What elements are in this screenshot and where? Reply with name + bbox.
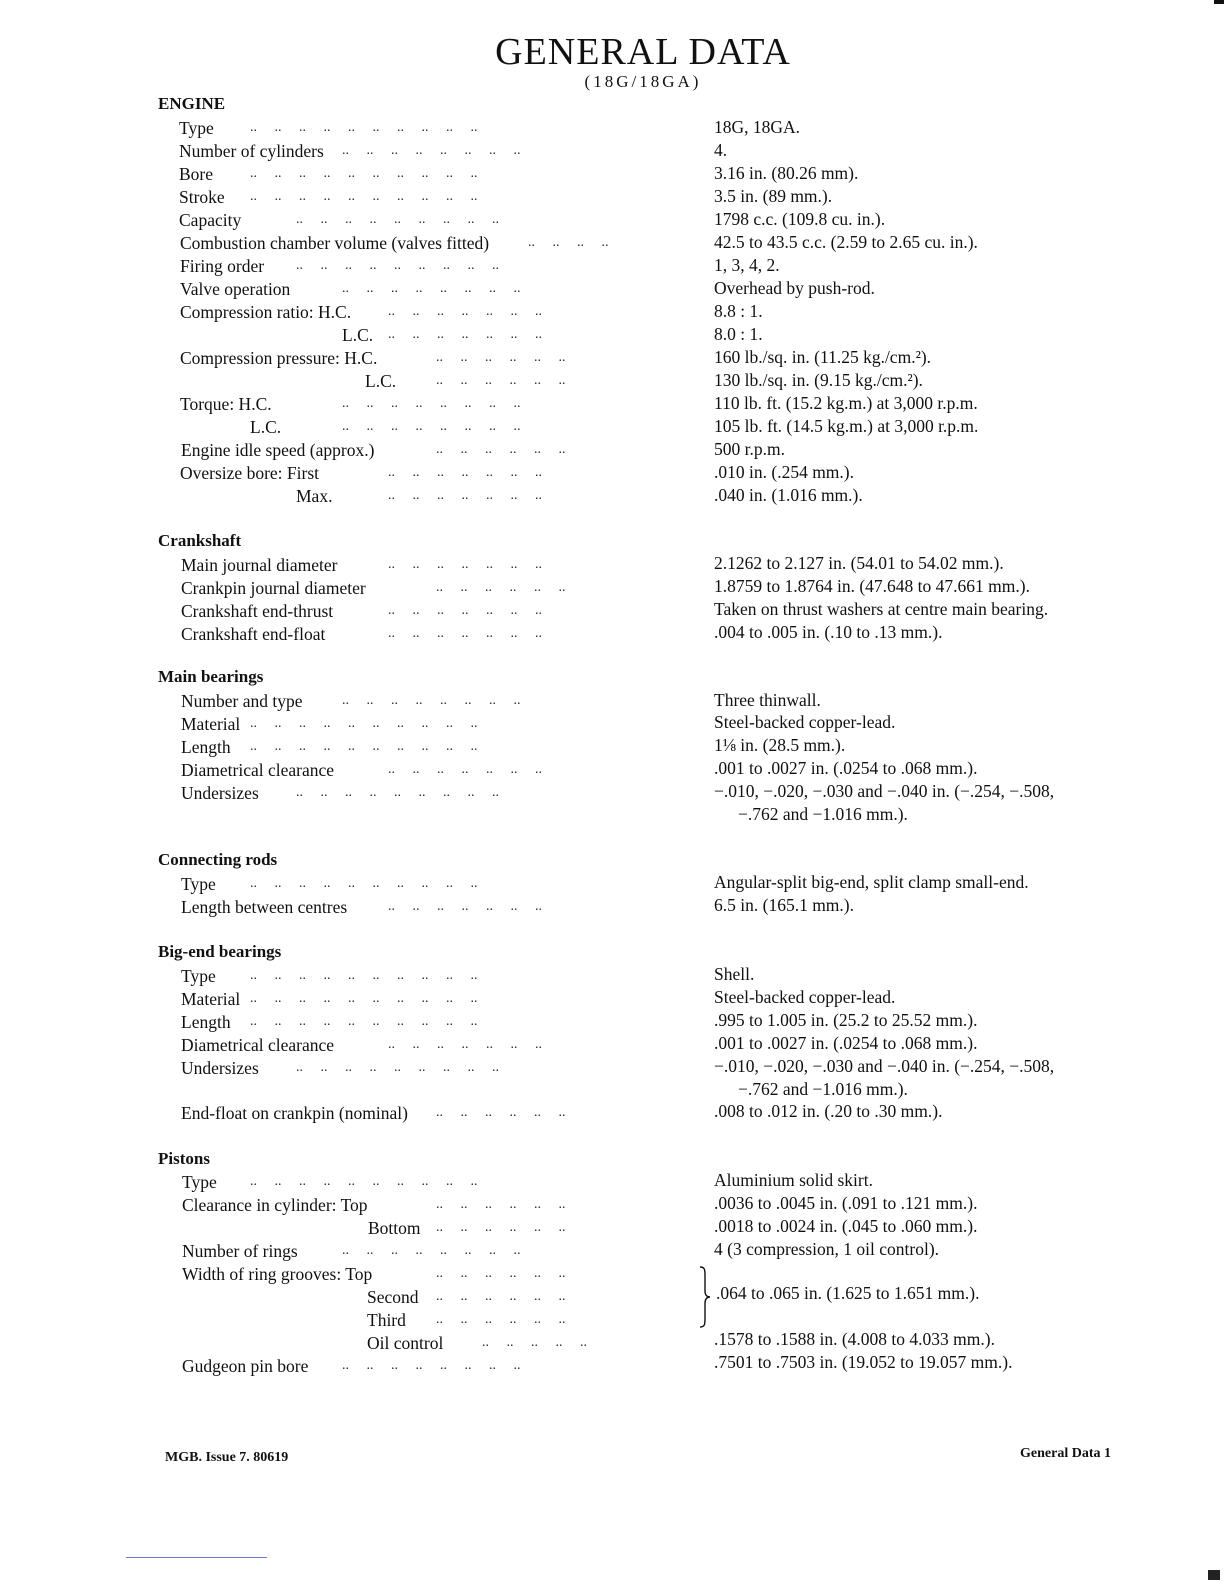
spec-value: Steel-backed copper-lead. [714, 712, 896, 732]
spec-value: 500 r.p.m. [714, 439, 785, 459]
leader-dots: .. .. .. .. .. .. .. .. [342, 396, 521, 411]
spec-value: 18G, 18GA. [714, 117, 801, 137]
spec-label: Type [179, 118, 214, 138]
spec-value: 3.5 in. (89 mm.). [714, 186, 833, 206]
leader-dots: .. .. .. .. .. .. .. .. .. .. [250, 166, 478, 181]
spec-value: 110 lb. ft. (15.2 kg.m.) at 3,000 r.p.m. [714, 393, 978, 413]
leader-dots: .. .. .. .. .. .. .. .. [342, 1358, 521, 1373]
leader-dots: .. .. .. .. .. .. .. [388, 1037, 542, 1052]
spec-label: Main journal diameter [181, 555, 338, 575]
link-underline [126, 1557, 267, 1558]
spec-label: L.C. [342, 325, 374, 345]
spec-value: .001 to .0027 in. (.0254 to .068 mm.). [714, 1033, 978, 1053]
leader-dots: .. .. .. .. .. .. .. .. [342, 693, 521, 708]
spec-value: .0018 to .0024 in. (.045 to .060 mm.). [714, 1216, 978, 1236]
footer-page-number: General Data 1 [1020, 1446, 1111, 1461]
leader-dots: .. .. .. .. .. .. .. [388, 465, 542, 480]
leader-dots: .. .. .. .. .. .. .. .. .. .. [250, 739, 478, 754]
spec-label: Clearance in cylinder: Top [182, 1195, 368, 1215]
spec-value: 2.1262 to 2.127 in. (54.01 to 54.02 mm.). [714, 553, 1004, 573]
spec-label: Length between centres [181, 897, 348, 917]
leader-dots: .. .. .. .. .. .. [436, 1312, 566, 1327]
leader-dots: .. .. .. .. .. .. [436, 1289, 566, 1304]
spec-label: Number of cylinders [179, 141, 324, 161]
section-connecting-rods: Connecting rods [158, 850, 278, 869]
spec-value: .995 to 1.005 in. (25.2 to 25.52 mm.). [714, 1010, 978, 1030]
scan-mark [1214, 0, 1224, 4]
spec-label: Combustion chamber volume (valves fitted) [180, 233, 490, 253]
spec-value: .0036 to .0045 in. (.091 to .121 mm.). [714, 1193, 978, 1213]
spec-label: End-float on crankpin (nominal) [181, 1103, 408, 1123]
spec-value-continued: −.762 and −1.016 mm.). [738, 1079, 908, 1099]
leader-dots: .. .. .. .. .. .. [436, 1197, 566, 1212]
spec-value: .004 to .005 in. (.10 to .13 mm.). [714, 622, 943, 642]
bracket-brace [698, 1266, 712, 1328]
spec-label: Bore [179, 164, 214, 184]
section-pistons: Pistons [158, 1149, 210, 1168]
spec-value: 105 lb. ft. (14.5 kg.m.) at 3,000 r.p.m. [714, 416, 979, 436]
spec-label: Diametrical clearance [181, 1035, 335, 1055]
leader-dots: .. .. .. .. .. .. .. .. .. .. [250, 991, 478, 1006]
leader-dots: .. .. .. .. .. .. .. .. .. .. [250, 189, 478, 204]
leader-dots: .. .. .. .. .. .. .. .. .. [296, 212, 499, 227]
spec-label: L.C. [250, 417, 282, 437]
page-title: GENERAL DATA [495, 31, 791, 73]
spec-value: 1.8759 to 1.8764 in. (47.648 to 47.661 mm.). [714, 576, 1030, 596]
leader-dots: .. .. .. .. .. .. [436, 1105, 566, 1120]
spec-value: .010 in. (.254 mm.). [714, 462, 854, 482]
spec-label: L.C. [365, 371, 397, 391]
spec-label: Valve operation [180, 279, 291, 299]
spec-value: 160 lb./sq. in. (11.25 kg./cm.²). [714, 347, 932, 367]
leader-dots: .. .. .. .. .. .. .. .. .. [296, 1060, 499, 1075]
spec-value-continued: −.762 and −1.016 mm.). [738, 804, 908, 824]
footer-left: MGB. Issue 7. 80619 [165, 1450, 289, 1465]
spec-label: Crankshaft end-float [181, 624, 326, 644]
leader-dots: .. .. .. .. [528, 235, 609, 250]
spec-label: Width of ring grooves: Top [182, 1264, 373, 1284]
spec-value: 1⅛ in. (28.5 mm.). [714, 735, 846, 755]
spec-label: Material [181, 714, 241, 734]
spec-label: Length [181, 737, 231, 757]
spec-label: Oversize bore: First [180, 463, 319, 483]
spec-label: Diametrical clearance [181, 760, 335, 780]
leader-dots: .. .. .. .. .. .. .. .. .. .. [250, 120, 478, 135]
spec-value: 4 (3 compression, 1 oil control). [714, 1239, 940, 1259]
leader-dots: .. .. .. .. .. .. .. .. .. .. [250, 1014, 478, 1029]
leader-dots: .. .. .. .. .. .. .. [388, 603, 542, 618]
spec-label: Compression ratio: H.C. [180, 302, 352, 322]
leader-dots: .. .. .. .. .. .. .. .. [342, 281, 521, 296]
leader-dots: .. .. .. .. .. [482, 1335, 587, 1350]
spec-label: Second [367, 1287, 419, 1307]
leader-dots: .. .. .. .. .. .. [436, 1220, 566, 1235]
leader-dots: .. .. .. .. .. .. .. .. .. .. [250, 968, 478, 983]
scan-corner-mark [1208, 1570, 1220, 1580]
leader-dots: .. .. .. .. .. .. .. .. .. .. [250, 876, 478, 891]
leader-dots: .. .. .. .. .. .. [436, 580, 566, 595]
spec-value: 8.0 : 1. [714, 324, 763, 344]
leader-dots: .. .. .. .. .. .. [436, 373, 566, 388]
spec-value: Aluminium solid skirt. [714, 1170, 873, 1190]
spec-value: 130 lb./sq. in. (9.15 kg./cm.²). [714, 370, 923, 390]
spec-value: Steel-backed copper-lead. [714, 987, 896, 1007]
spec-label: Length [181, 1012, 231, 1032]
spec-value: 42.5 to 43.5 c.c. (2.59 to 2.65 cu. in.). [714, 232, 978, 252]
section-crankshaft: Crankshaft [158, 531, 242, 550]
spec-value: −.010, −.020, −.030 and −.040 in. (−.254, −.508, [714, 781, 1055, 801]
leader-dots: .. .. .. .. .. .. .. .. .. [296, 785, 499, 800]
spec-label: Gudgeon pin bore [182, 1356, 309, 1376]
spec-value: 3.16 in. (80.26 mm). [714, 163, 859, 183]
leader-dots: .. .. .. .. .. .. [436, 350, 566, 365]
spec-value: 1, 3, 4, 2. [714, 255, 780, 275]
spec-value: 4. [714, 140, 728, 160]
spec-value: .001 to .0027 in. (.0254 to .068 mm.). [714, 758, 978, 778]
spec-value: .008 to .012 in. (.20 to .30 mm.). [714, 1101, 943, 1121]
spec-label: Number and type [181, 691, 303, 711]
leader-dots: .. .. .. .. .. .. [436, 442, 566, 457]
leader-dots: .. .. .. .. .. .. .. [388, 626, 542, 641]
spec-label: Firing order [180, 256, 265, 276]
leader-dots: .. .. .. .. .. .. .. [388, 899, 542, 914]
spec-label: Torque: H.C. [180, 394, 272, 414]
leader-dots: .. .. .. .. .. .. .. [388, 327, 542, 342]
spec-label: Max. [296, 486, 333, 506]
spec-label: Compression pressure: H.C. [180, 348, 378, 368]
spec-label: Oil control [367, 1333, 444, 1353]
spec-label: Crankshaft end-thrust [181, 601, 334, 621]
leader-dots: .. .. .. .. .. .. [436, 1266, 566, 1281]
spec-label: Number of rings [182, 1241, 298, 1261]
spec-label: Type [182, 1172, 217, 1192]
spec-value: Shell. [714, 964, 755, 984]
spec-label: Capacity [179, 210, 242, 230]
spec-value: .1578 to .1588 in. (4.008 to 4.033 mm.). [714, 1329, 995, 1349]
leader-dots: .. .. .. .. .. .. .. .. .. [296, 258, 499, 273]
spec-label: Material [181, 989, 241, 1009]
spec-label: Bottom [368, 1218, 421, 1238]
spec-label: Undersizes [181, 1058, 259, 1078]
leader-dots: .. .. .. .. .. .. .. [388, 304, 542, 319]
section-big-end-bearings: Big-end bearings [158, 942, 282, 961]
section-main-bearings: Main bearings [158, 667, 264, 686]
spec-value: .7501 to .7503 in. (19.052 to 19.057 mm.). [714, 1352, 1013, 1372]
spec-label: Type [181, 874, 216, 894]
section-engine: ENGINE [158, 94, 226, 113]
spec-label: Stroke [179, 187, 225, 207]
spec-value: Overhead by push-rod. [714, 278, 875, 298]
leader-dots: .. .. .. .. .. .. .. .. [342, 1243, 521, 1258]
spec-value: .040 in. (1.016 mm.). [714, 485, 863, 505]
spec-label: Type [181, 966, 216, 986]
spec-label: Crankpin journal diameter [181, 578, 366, 598]
spec-value: Three thinwall. [714, 690, 821, 710]
leader-dots: .. .. .. .. .. .. .. .. [342, 419, 521, 434]
spec-label: Undersizes [181, 783, 259, 803]
leader-dots: .. .. .. .. .. .. .. .. .. .. [250, 1174, 478, 1189]
spec-value: −.010, −.020, −.030 and −.040 in. (−.254, −.508, [714, 1056, 1055, 1076]
leader-dots: .. .. .. .. .. .. .. [388, 488, 542, 503]
spec-value: 6.5 in. (165.1 mm.). [714, 895, 854, 915]
spec-label: Third [367, 1310, 406, 1330]
spec-value: Angular-split big-end, split clamp small-end. [714, 872, 1029, 892]
page-subtitle: (18G/18GA) [584, 72, 702, 91]
spec-label: Engine idle speed (approx.) [181, 440, 375, 460]
spec-value: .064 to .065 in. (1.625 to 1.651 mm.). [716, 1283, 980, 1303]
leader-dots: .. .. .. .. .. .. .. [388, 762, 542, 777]
leader-dots: .. .. .. .. .. .. .. .. .. .. [250, 716, 478, 731]
spec-value: 1798 c.c. (109.8 cu. in.). [714, 209, 886, 229]
spec-value: Taken on thrust washers at centre main bearing. [714, 599, 1049, 619]
leader-dots: .. .. .. .. .. .. .. [388, 557, 542, 572]
spec-value: 8.8 : 1. [714, 301, 763, 321]
leader-dots: .. .. .. .. .. .. .. .. [342, 143, 521, 158]
